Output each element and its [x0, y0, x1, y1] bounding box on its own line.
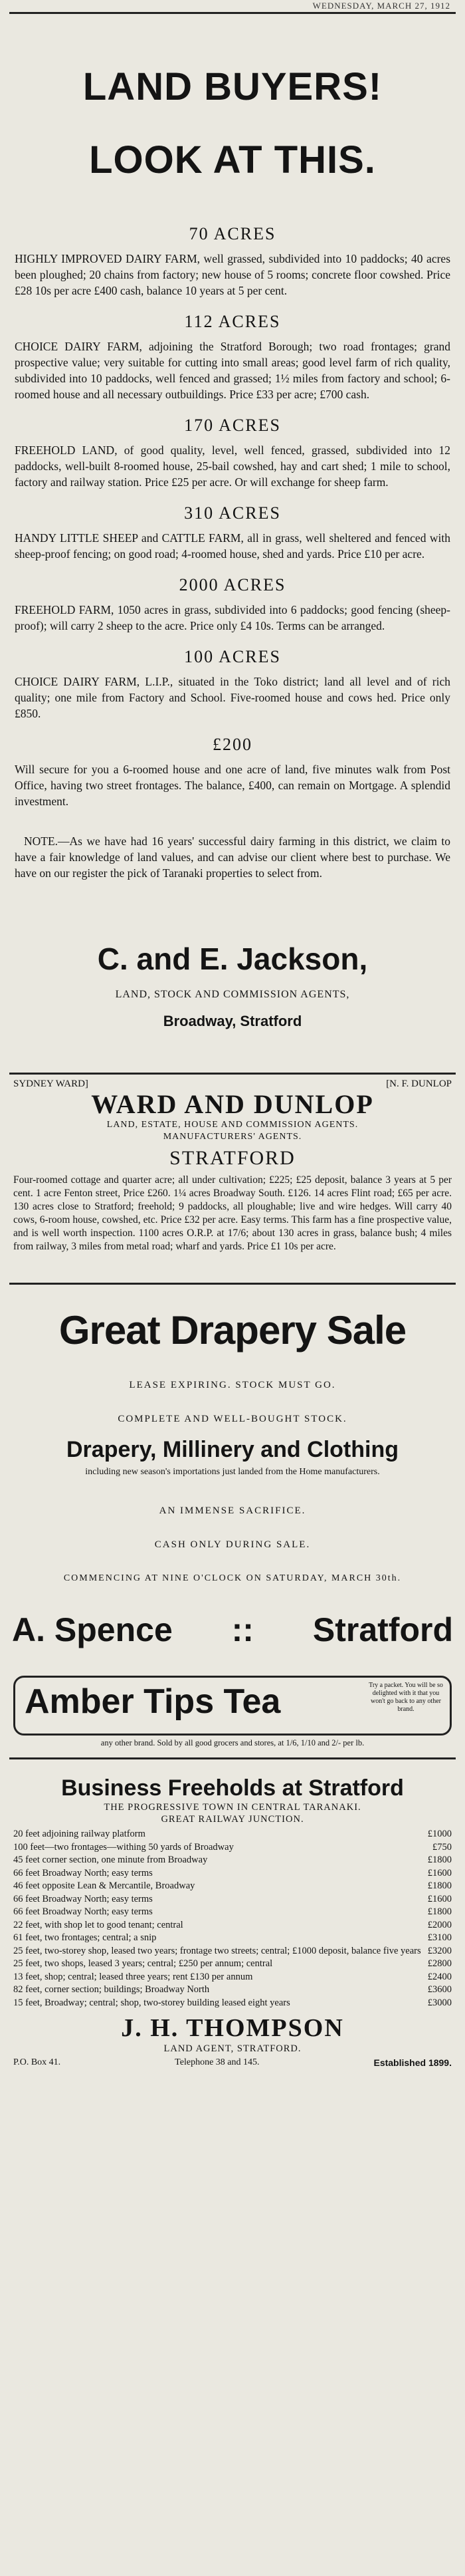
item-price: £1800 [427, 1906, 452, 1917]
sale-signature [9, 1610, 456, 1649]
item-price: £2000 [427, 1919, 452, 1930]
item-desc: 15 feet, Broadway; central; shop, two-storey building leased eight years [13, 1997, 290, 2008]
listing [9, 312, 456, 402]
list-item [9, 1984, 456, 1997]
list-item [9, 1841, 456, 1855]
partner-right: [N. F. DUNLOP [386, 1079, 452, 1089]
tea-title: Amber Tips Tea [25, 1682, 281, 1721]
firm-name: C. and E. Jackson, [97, 942, 368, 976]
sale-line: LEASE EXPIRING. STOCK MUST GO. [129, 1380, 336, 1390]
firm-title: WARD AND DUNLOP [91, 1089, 374, 1119]
list-item [9, 1906, 456, 1919]
divider [9, 12, 456, 14]
item-price: £2400 [427, 1971, 452, 1982]
item-desc: 66 feet Broadway North; easy terms [13, 1867, 153, 1878]
listing-heading: £200 [213, 735, 252, 754]
item-price: £3000 [427, 1997, 452, 2008]
listing [9, 735, 456, 809]
listing-heading: 70 ACRES [189, 224, 276, 243]
listing [9, 575, 456, 634]
list-item [9, 1958, 456, 1971]
sale-name-left: A. Spence [12, 1611, 173, 1648]
tea-side-text: Try a packet. You will be so delighted with it that you won't go back to any other brand. [369, 1682, 443, 1713]
sale-line: COMPLETE AND WELL-BOUGHT STOCK. [118, 1414, 347, 1424]
agent-footer [9, 2057, 456, 2068]
item-desc: 13 feet, shop; central; leased three years; rent £130 per annum [13, 1971, 253, 1982]
ad-title-line1: LAND BUYERS! [82, 65, 383, 108]
partner-left: SYDNEY WARD] [13, 1079, 88, 1089]
item-price: £3100 [427, 1932, 452, 1943]
ad-note: NOTE.—As we have had 16 years' successful dairy farming in this district, we claim to have a fair knowledge of land values, and can advise our client where best to purchase. We have on our register the pick of Taranaki properties to select from. [15, 835, 450, 880]
item-desc: 82 feet, corner section; buildings; Broadway North [13, 1984, 210, 1995]
sale-line: including new season's importations just landed from the Home manufacturers. [85, 1467, 380, 1477]
sale-name-right: Stratford [312, 1611, 453, 1648]
listing-text: FREEHOLD FARM, 1050 acres in grass, subdivided into 6 paddocks; good fencing (sheep-proof); will carry 2 sheep to the acre. Price only £4 10s. Terms can be arranged. [15, 603, 450, 632]
item-desc: 46 feet opposite Lean & Mercantile, Broadway [13, 1880, 195, 1891]
item-price: £1800 [427, 1855, 452, 1865]
listing-text: Will secure for you a 6-roomed house and one acre of land, five minutes walk from Post Office, having two street frontages. The balance, £400, can remain on Mortgage. A splendid investment. [15, 763, 450, 808]
listing [9, 503, 456, 562]
business-subtitle-2: GREAT RAILWAY JUNCTION. [161, 1814, 304, 1825]
listing-text: CHOICE DAIRY FARM, adjoining the Stratford Borough; two road frontages; grand prospective value; very suitable for cutting into small areas; good level farm of rich quality, subdivided into 10 paddocks, well fenced and grassed; 1½ miles from factory and school; 6-roomed house and all necessary outbuildings. Price £33 per acre; £700 cash. [15, 340, 450, 401]
listing-heading: 112 ACRES [184, 312, 281, 331]
land-buyers-ad [9, 61, 456, 1030]
listing-heading: 100 ACRES [184, 647, 281, 666]
tea-box [13, 1676, 452, 1736]
item-price: £1600 [427, 1867, 452, 1878]
sale-line: AN IMMENSE SACRIFICE. [159, 1505, 306, 1516]
list-item [9, 1854, 456, 1867]
sale-line: COMMENCING AT NINE O'CLOCK ON SATURDAY, MARCH 30th. [63, 1573, 402, 1583]
listing-text: FREEHOLD LAND, of good quality, level, well fenced, grassed, subdivided into 12 paddocks, well-built 8-roomed house, 25-bail cowshed, hay and cart shed; 1 mile to school, factory and railway station. Price £25 per acre. Or will exchange for sheep farm. [15, 444, 450, 489]
list-item [9, 1997, 456, 2010]
partner-names [9, 1079, 456, 1090]
sale-title: Great Drapery Sale [58, 1308, 407, 1352]
listing [9, 224, 456, 299]
listing [9, 416, 456, 490]
item-desc: 45 feet corner section, one minute from Broadway [13, 1855, 208, 1865]
item-desc: 61 feet, two frontages; central; a snip [13, 1932, 157, 1943]
business-list [9, 1828, 456, 2009]
firm-role: LAND, STOCK AND COMMISSION AGENTS, [115, 989, 350, 1000]
item-price: £2800 [427, 1958, 452, 1969]
item-desc: 25 feet, two-storey shop, leased two years; frontage two streets; central; £1000 deposit, balance five years [13, 1945, 421, 1956]
list-item [9, 1893, 456, 1906]
agent-role: LAND AGENT, STRATFORD. [163, 2043, 302, 2054]
list-item [9, 1867, 456, 1880]
ward-dunlop-ad [9, 1079, 456, 1253]
firm-town: STRATFORD [169, 1147, 296, 1169]
divider [9, 1283, 456, 1285]
ward-dunlop-text: Four-roomed cottage and quarter acre; all under cultivation; £225; £25 deposit, balance 3 years at 5 per cent. 1 acre Fenton street, Price £260. 1¼ acres Broadway South. £126. 14 acres Flint road; £65 per acre. 130 acres close to Stratford; freehold; 9 paddocks, all ploughable; live and wire hedges. Will carry 40 cows, 6-room house, cowshed, etc. Price £32 per acre. Easy terms. This farm has a fine prospective value, and is well worth inspection. 1100 acres O.R.P. at 17/6; about 130 acres in grass, balance bush; 4 miles from railway, 3 miles from metal road; wharf and yards. Price £1 10s per acre. [13, 1174, 452, 1252]
item-desc: 66 feet Broadway North; easy terms [13, 1893, 153, 1904]
listing-text: CHOICE DAIRY FARM, L.I.P., situated in the Toko district; land all level and of rich quality; one mile from Factory and School. Five-roomed house and cows hed. Price only £850. [15, 675, 450, 720]
business-subtitle: THE PROGRESSIVE TOWN IN CENTRAL TARANAKI. [104, 1802, 361, 1813]
firm-address: Broadway, Stratford [163, 1013, 302, 1029]
listing-text: HIGHLY IMPROVED DAIRY FARM, well grassed, subdivided into 10 paddocks; 40 acres been ploughed; 20 chains from factory; new house of 5 rooms; concrete floor cowshed. Price £28 10s per acre £400 cash, balance 10 years at 5 per cent. [15, 252, 450, 297]
divider [9, 1073, 456, 1075]
divider [9, 1757, 456, 1759]
sale-line: CASH ONLY DURING SALE. [154, 1539, 311, 1550]
item-desc: 20 feet adjoining railway platform [13, 1829, 145, 1839]
item-desc: 25 feet, two shops, leased 3 years; central; £250 per annum; central [13, 1958, 273, 1969]
established: Established 1899. [373, 2057, 452, 2068]
item-price: £3600 [427, 1984, 452, 1995]
list-item [9, 1828, 456, 1841]
item-desc: 66 feet Broadway North; easy terms [13, 1906, 153, 1917]
item-desc: 100 feet—two frontages—withing 50 yards of Broadway [13, 1841, 234, 1853]
list-item [9, 1919, 456, 1932]
business-title: Business Freeholds at Stratford [61, 1775, 404, 1801]
item-price: £1000 [427, 1829, 452, 1839]
tea-footer: any other brand. Sold by all good grocers and stores, at 1/6, 1/10 and 2/- per lb. [100, 1738, 365, 1747]
business-freeholds-ad [9, 1775, 456, 2068]
item-price: £1600 [427, 1893, 452, 1904]
list-item [9, 1945, 456, 1958]
drapery-sale-ad [9, 1307, 456, 1649]
list-item [9, 1932, 456, 1945]
page-header-strip: WEDNESDAY, MARCH 27, 1912 [312, 1, 450, 11]
listing-heading: 2000 ACRES [179, 575, 286, 594]
firm-subtitle: LAND, ESTATE, HOUSE AND COMMISSION AGENTS. [106, 1120, 359, 1130]
newspaper-page [9, 0, 456, 2576]
po-box: P.O. Box 41. [13, 2057, 61, 2067]
list-item [9, 1971, 456, 1984]
listing-heading: 170 ACRES [184, 416, 281, 435]
ad-title-line2: LOOK AT THIS. [89, 138, 376, 182]
item-price: £1800 [427, 1880, 452, 1891]
agent-name: J. H. THOMPSON [121, 2014, 344, 2042]
item-price: £750 [432, 1841, 452, 1853]
listing-heading: 310 ACRES [184, 503, 281, 523]
listing [9, 647, 456, 721]
sale-headline: Drapery, Millinery and Clothing [66, 1437, 399, 1462]
telephone: Telephone 38 and 145. [175, 2057, 260, 2067]
list-item [9, 1880, 456, 1893]
firm-subtitle-2: MANUFACTURERS' AGENTS. [163, 1132, 302, 1142]
sale-separator: :: [231, 1611, 254, 1648]
tea-ad [9, 1676, 456, 1748]
item-price: £3200 [427, 1945, 452, 1956]
listing-text: HANDY LITTLE SHEEP and CATTLE FARM, all in grass, well sheltered and fenced with sheep-proof fencing; on good road; 4-roomed house, shed and yards. Price £10 per acre. [15, 531, 450, 561]
item-desc: 22 feet, with shop let to good tenant; central [13, 1919, 183, 1930]
